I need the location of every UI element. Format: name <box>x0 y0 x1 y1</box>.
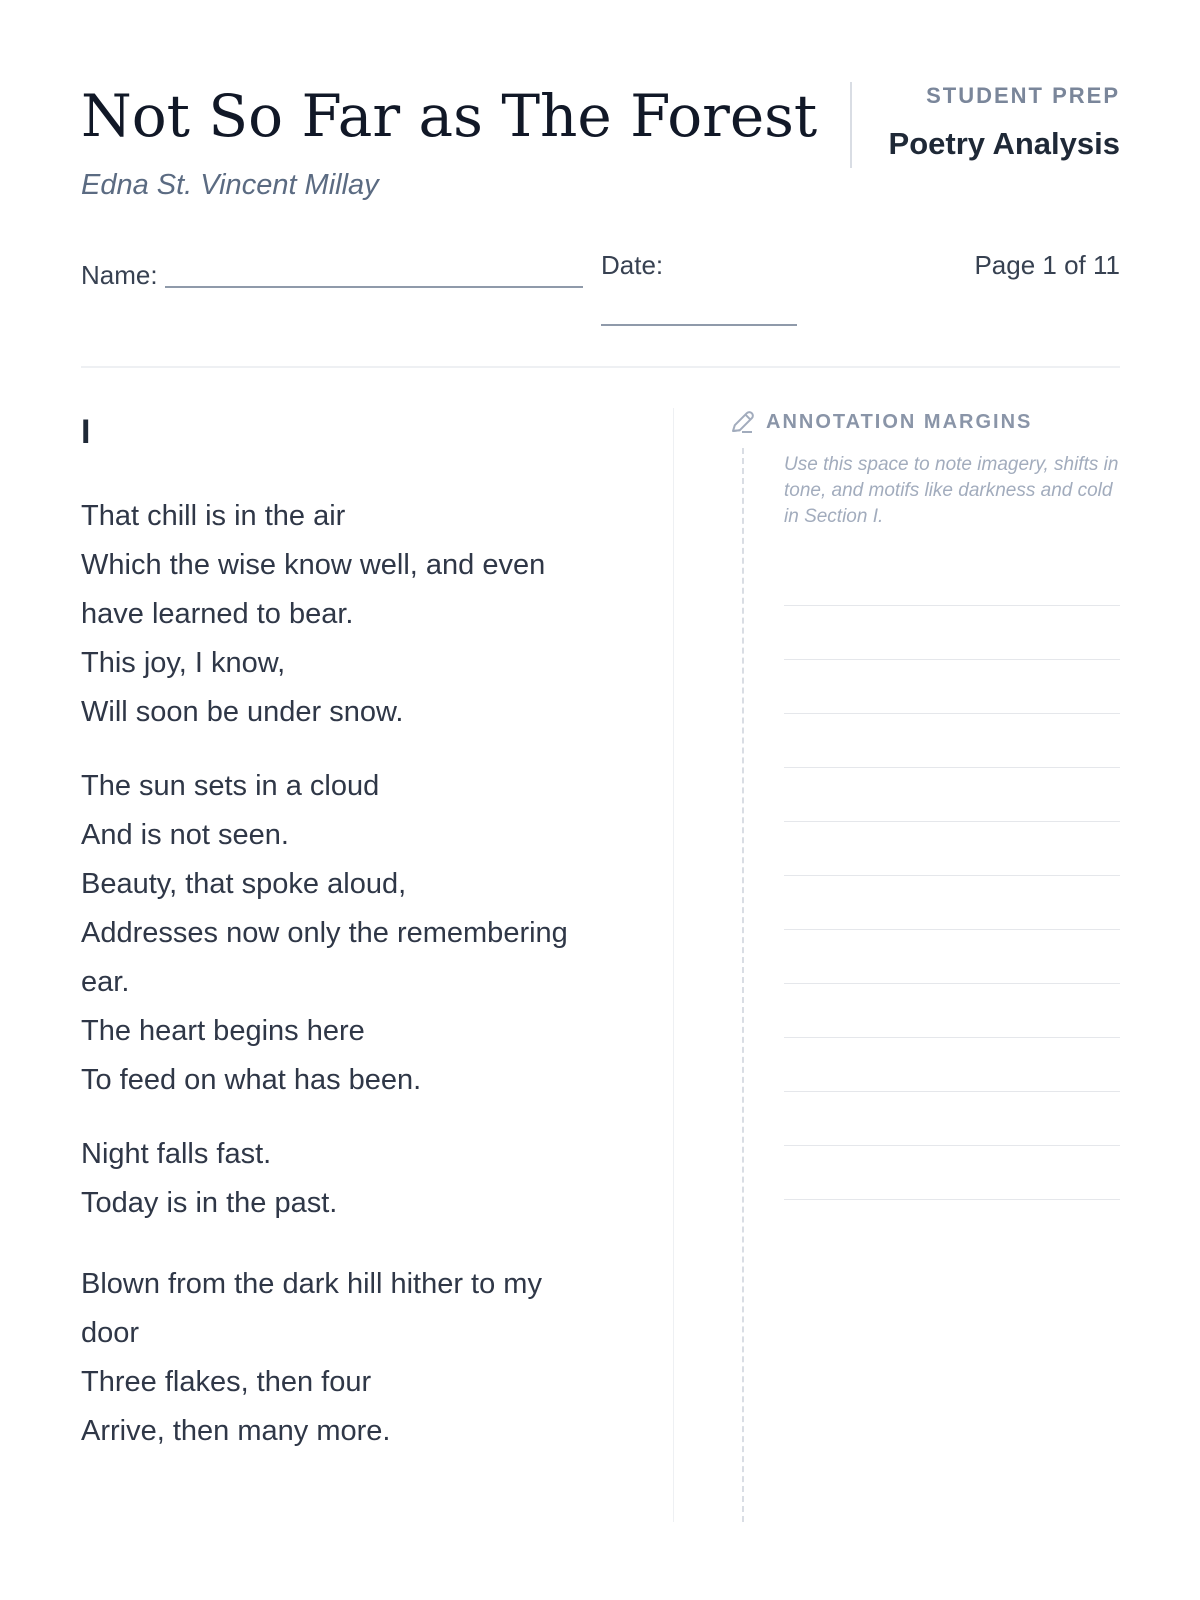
section-label: I <box>81 413 91 451</box>
note-line[interactable] <box>784 1199 1120 1200</box>
note-line[interactable] <box>784 875 1120 876</box>
document-type: Poetry Analysis <box>888 126 1120 161</box>
note-line[interactable] <box>784 929 1120 930</box>
annotation-title: ANNOTATION MARGINS <box>766 411 1033 433</box>
stanza-3 <box>81 1130 641 1228</box>
note-line[interactable] <box>784 605 1120 606</box>
poem-line: ear. <box>81 966 130 998</box>
poem-line: That chill is in the air <box>81 500 346 532</box>
poem-line: Which the wise know well, and even <box>81 549 546 581</box>
poem-line: have learned to bear. <box>81 598 354 630</box>
poem-line: Three flakes, then four <box>81 1366 372 1398</box>
header-divider <box>850 82 852 168</box>
document-kicker: STUDENT PREP <box>926 83 1120 108</box>
date-field[interactable] <box>601 324 797 326</box>
name-field[interactable] <box>165 286 583 288</box>
poem-line: The heart begins here <box>81 1015 365 1047</box>
annotation-header <box>728 408 1120 438</box>
poem-line: To feed on what has been. <box>81 1064 422 1096</box>
poem-line: And is not seen. <box>81 819 289 851</box>
poem-author: Edna St. Vincent Millay <box>81 169 379 201</box>
annotation-guide <box>742 448 744 1522</box>
poem-line: Will soon be under snow. <box>81 696 404 728</box>
note-line[interactable] <box>784 983 1120 984</box>
poem-line: This joy, I know, <box>81 647 286 679</box>
poem-section <box>81 412 641 1522</box>
poem-line: Night falls fast. <box>81 1138 272 1170</box>
poem-line: Today is in the past. <box>81 1187 338 1219</box>
poem-line: door <box>81 1317 140 1349</box>
page-header <box>81 82 1120 212</box>
annotation-panel <box>728 408 1120 1522</box>
annotation-instructions: Use this space to note imagery, shifts in tone, and motifs like darkness and cold in Section I. <box>784 454 1119 527</box>
stanza-1 <box>81 492 641 737</box>
header-rule <box>81 366 1120 368</box>
note-line[interactable] <box>784 821 1120 822</box>
poem-line: Arrive, then many more. <box>81 1415 391 1447</box>
note-line[interactable] <box>784 1145 1120 1146</box>
date-label: Date: <box>601 250 664 280</box>
note-line[interactable] <box>784 713 1120 714</box>
note-line[interactable] <box>784 1091 1120 1092</box>
note-line[interactable] <box>784 767 1120 768</box>
name-label: Name: <box>81 260 158 290</box>
note-line[interactable] <box>784 1037 1120 1038</box>
poem-line: Addresses now only the remembering <box>81 917 568 949</box>
student-meta <box>81 248 1120 338</box>
pencil-icon <box>728 408 756 436</box>
page-indicator: Page 1 of 11 <box>974 250 1120 280</box>
poem-line: Blown from the dark hill hither to my <box>81 1268 542 1300</box>
poem-title: Not So Far as The Forest <box>81 82 818 150</box>
poem-line: Beauty, that spoke aloud, <box>81 868 407 900</box>
poem-line: The sun sets in a cloud <box>81 770 380 802</box>
note-line[interactable] <box>784 659 1120 660</box>
poem-divider <box>673 408 674 1522</box>
stanza-4 <box>81 1260 641 1456</box>
stanza-2 <box>81 762 641 1105</box>
